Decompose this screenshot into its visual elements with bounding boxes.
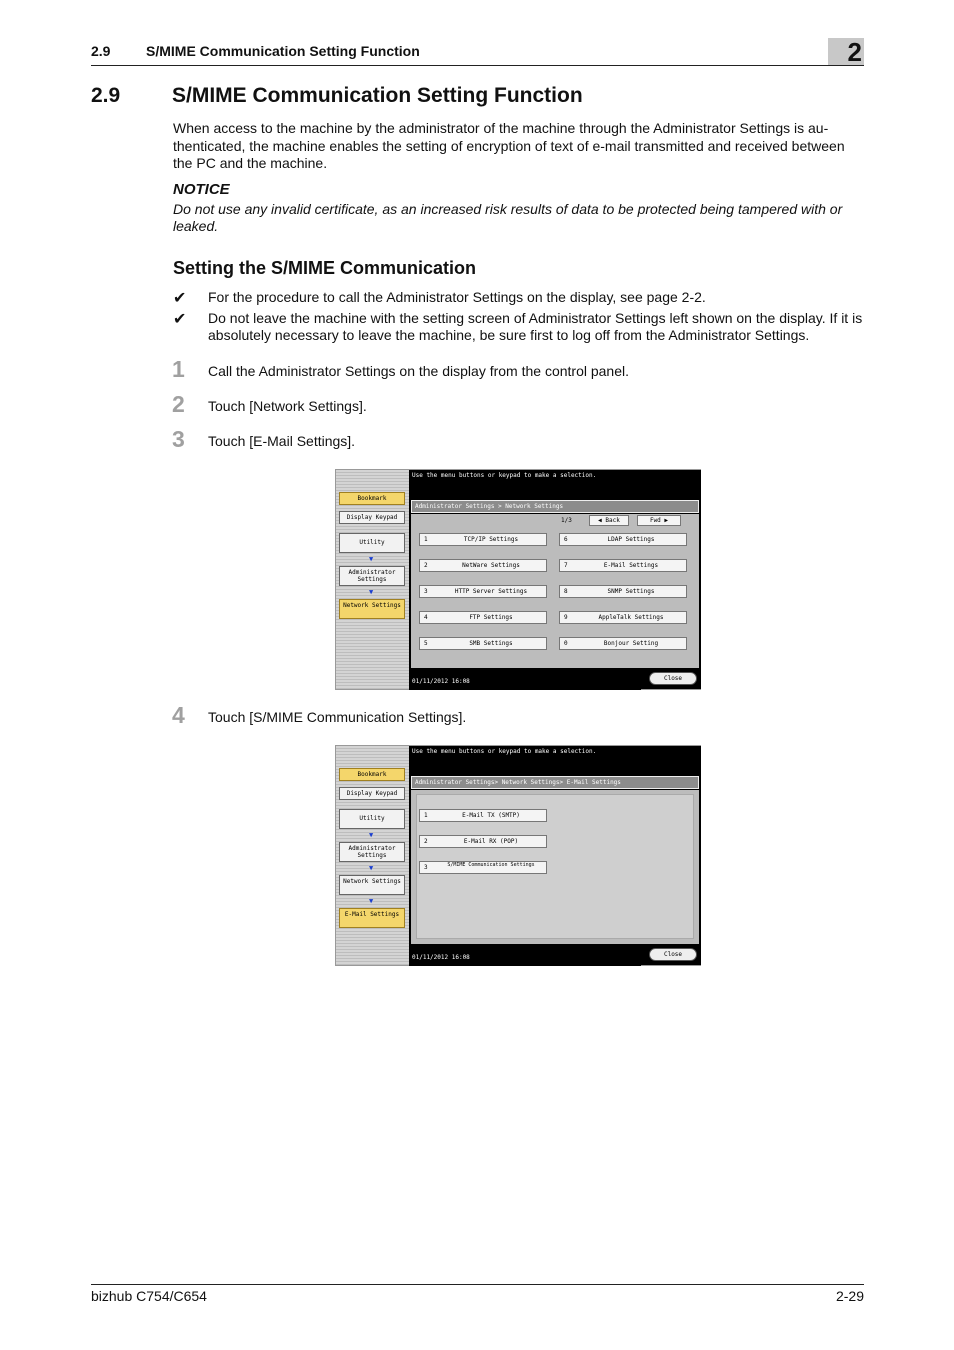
administrator-settings-button[interactable]: Administrator Settings [339,566,405,586]
forward-label: Fwd [649,517,661,524]
arrow-down-icon: ▼ [369,831,374,839]
checkmark-icon: ✔ [173,290,187,307]
section-heading [91,84,583,108]
back-label: Back [605,517,620,524]
screen-left-pane [336,746,409,965]
arrow-down-icon: ▼ [369,897,374,905]
menu-button-email-rx[interactable]: 2 E-Mail RX (POP) [419,835,547,848]
step-number: 4 [172,702,185,728]
status-bar-datetime: 01/11/2012 16:08 [409,948,641,966]
screen-message: Use the menu buttons or keypad to make a selection. [412,748,597,755]
page-indicator: 1/3 [561,517,572,524]
chapter-number-badge: 2 [828,38,864,65]
network-settings-button[interactable]: Network Settings [339,875,405,895]
screen-main-area [409,470,701,689]
notice-text: Do not use any invalid certificate, as an increased risk results of data to be protected being tampered with or leaked. [173,201,843,234]
status-bar-datetime: 01/11/2012 16:08 [409,672,641,690]
screen-breadcrumb: Administrator Settings> Network Settings> E-Mail Settings [411,776,699,789]
screen-breadcrumb: Administrator Settings > Network Settings [411,500,699,513]
arrow-down-icon: ▼ [369,588,374,596]
check-item-2: Do not leave the machine with the setting screen of Administrator Settings left shown on the display. If it is absolutely necessary to leave the machine, be sure first to log off from the Administrator Settings. [208,310,863,343]
step-text: Touch [Network Settings]. [208,398,367,414]
email-settings-button[interactable]: E-Mail Settings [339,908,405,928]
menu-button-email[interactable]: 7 E-Mail Settings [559,559,687,572]
screen-main-area [409,746,701,965]
step-text: Touch [E-Mail Settings]. [208,433,356,449]
administrator-settings-button[interactable]: Administrator Settings [339,842,405,862]
step-text: Call the Administrator Settings on the display from the control panel. [208,363,629,379]
header-section-number: 2.9 [91,43,111,59]
menu-button-ldap[interactable]: 6 LDAP Settings [559,533,687,546]
close-button[interactable]: Close [649,948,697,961]
step-text: Touch [S/MIME Communication Settings]. [208,709,467,725]
bookmark-button[interactable]: Bookmark [339,492,405,505]
back-button[interactable]: ◀ Back [589,515,629,526]
close-button[interactable]: Close [649,672,697,685]
menu-button-smime[interactable]: 3 S/MIME Communication Settings [419,861,547,874]
arrow-down-icon: ▼ [369,864,374,872]
menu-button-netware[interactable]: 2 NetWare Settings [419,559,547,572]
footer-product-name: bizhub C754/C654 [91,1288,207,1304]
arrow-down-icon: ▼ [369,555,374,563]
section-heading-text: S/MIME Communication Setting Function [172,84,583,107]
menu-button-ftp[interactable]: 4 FTP Settings [419,611,547,624]
menu-button-tcpip[interactable]: 1 TCP/IP Settings [419,533,547,546]
email-settings-screenshot [335,745,701,966]
display-keypad-button[interactable]: Display Keypad [339,787,405,800]
bookmark-button[interactable]: Bookmark [339,768,405,781]
page-footer [91,1284,864,1304]
footer-page-number: 2-29 [835,1288,864,1304]
screen-content [411,514,699,668]
running-header [91,38,864,66]
forward-button[interactable]: Fwd ▶ [637,515,681,526]
notice-title: NOTICE [173,181,230,198]
network-settings-screenshot [335,469,701,690]
intro-paragraph: When access to the machine by the administrator of the machine through the Administrator Settings is au-thenticated, the machine enables the setting of encryption of text of e-mail transmitted and received between the PC and the machine. [173,120,845,171]
step-number: 3 [172,426,185,452]
menu-button-smb[interactable]: 5 SMB Settings [419,637,547,650]
screen-content [411,790,699,944]
section-heading-number: 2.9 [91,84,121,107]
header-section-title: S/MIME Communication Setting Function [146,43,420,59]
check-item-1: For the procedure to call the Administrator Settings on the display, see page 2-2. [208,289,706,305]
utility-button[interactable]: Utility [339,533,405,553]
display-keypad-button[interactable]: Display Keypad [339,511,405,524]
screen-left-pane [336,470,409,689]
subsection-heading: Setting the S/MIME Communication [173,258,477,278]
menu-button-appletalk[interactable]: 9 AppleTalk Settings [559,611,687,624]
menu-button-http[interactable]: 3 HTTP Server Settings [419,585,547,598]
step-number: 1 [172,356,185,382]
screen-message: Use the menu buttons or keypad to make a selection. [412,472,597,479]
checkmark-icon: ✔ [173,311,187,328]
menu-button-email-tx[interactable]: 1 E-Mail TX (SMTP) [419,809,547,822]
network-settings-button[interactable]: Network Settings [339,599,405,619]
menu-button-bonjour[interactable]: 0 Bonjour Setting [559,637,687,650]
step-number: 2 [172,391,185,417]
menu-button-snmp[interactable]: 8 SNMP Settings [559,585,687,598]
utility-button[interactable]: Utility [339,809,405,829]
